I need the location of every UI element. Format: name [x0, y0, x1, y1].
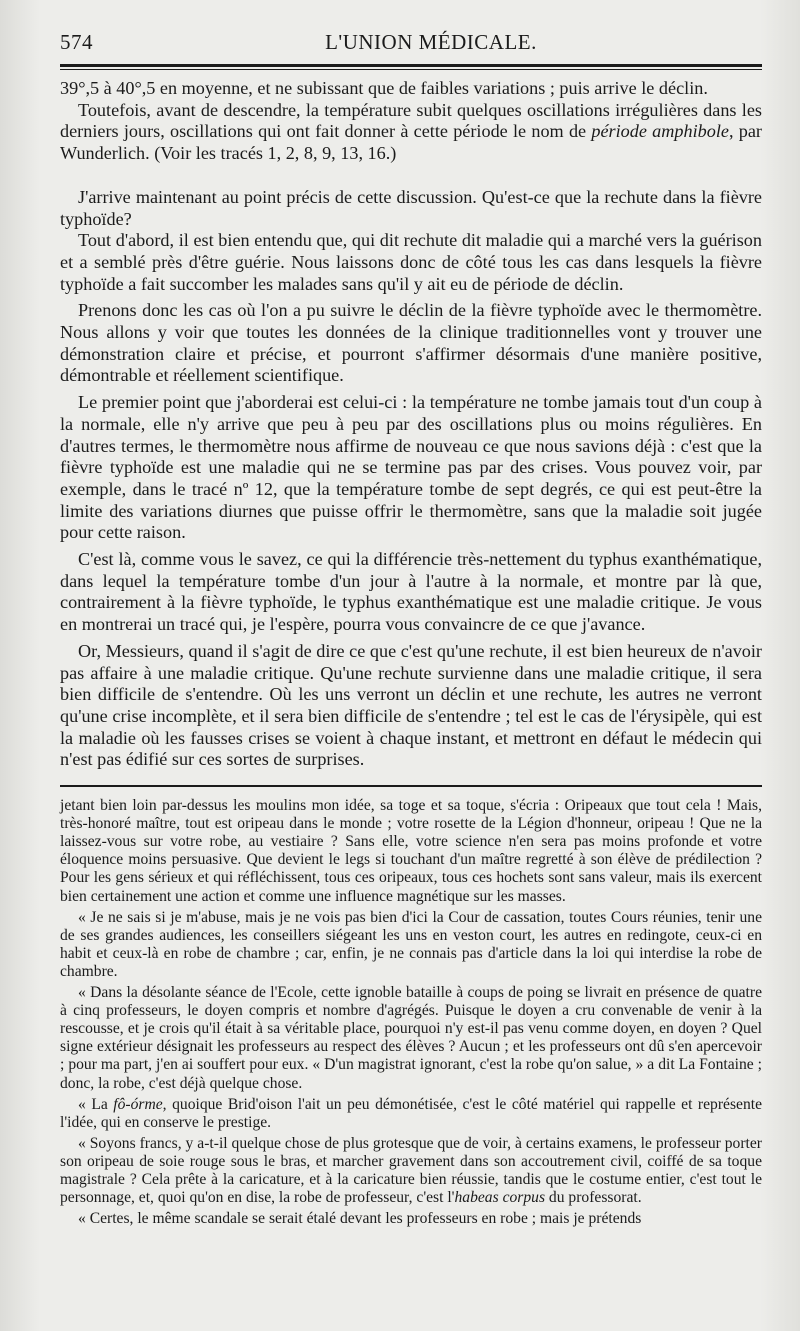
paragraph-text: Or, Messieurs, quand il s'agit de dire ce que c'est qu'une rechute, il est bien heureux de n'avoir pas affaire à une maladie critique. Qu'une rechute survienne dans une maladie critique, il sera bien difficile de s'entendre. Où les uns verront un déclin et une rechute, les autres ne verront qu'une crise incomplète, et il sera bien difficile de s'entendre ; tel est le cas de l'érysipèle, qui est la maladie où les fausses crises se voient à chaque instant, et mettront en défaut le médecin qui n'est pas édifié sur ces sortes de surprises.: [60, 640, 762, 770]
paragraph: [60, 984, 762, 1093]
paragraph-text: J'arrive maintenant au point précis de cette discussion. Qu'est-ce que la rechute dans la fièvre typhoïde?: [60, 186, 762, 229]
page-header: [60, 26, 762, 60]
main-text: [60, 78, 762, 771]
paragraph: [60, 549, 762, 636]
paragraph-text: 39°,5 à 40°,5 en moyenne, et ne subissant que de faibles variations ; puis arrive le déclin.: [60, 78, 708, 98]
feuilleton-text: [60, 797, 762, 1228]
header-rule: [60, 64, 762, 70]
paragraph-text: « Dans la désolante séance de l'Ecole, cette ignoble bataille à coups de poing se livrait en présence de quatre à cinq professeurs, le doyen compris et nombre d'agrégés. Puisque le doyen a cru convenable de venir à la rescousse, et je crois qu'il était à sa véritable place, pourquoi n'y est-il pas venu comme doyen, en doyen ? Quel signe extérieur désignait les professeurs au respect des élèves ? Aucun ; et les professeurs ont dû s'en apercevoir ; pour ma part, j'en ai souffert pour eux. « D'un magistrat ignorant, c'est la robe qu'on salue, » a dit La Fontaine ; donc, la robe, c'est déjà quelque chose.: [60, 984, 762, 1092]
paragraph-text: Prenons donc les cas où l'on a pu suivre le déclin de la fièvre typhoïde avec le thermomètre. Nous allons y voir que toutes les données de la clinique traditionnelles vont y trouver une démonstration claire et précise, et pourront s'affirmer désormais d'une manière positive, démontrable et réellement scientifique.: [60, 300, 762, 386]
paragraph-text: C'est là, comme vous le savez, ce qui la différencie très-nettement du typhus exanthématique, dans lequel la température tombe d'un jour à l'autre à la normale, et montre par là que, contrairement à la fièvre typhoïde, le typhus exanthématique est une maladie critique. Je vous en montrerai un tracé qui, je l'espère, pourra vous convaincre de ce que j'avance.: [60, 549, 762, 635]
paragraph-text: « La: [78, 1095, 114, 1113]
paragraph: [60, 641, 762, 771]
paragraph-text: jetant bien loin par-dessus les moulins mon idée, sa toge et sa toque, s'écria : Oripeaux que tout cela ! Mais, très-honoré maître, tout est oripeau dans le monde ; votre rosette de la Légion d'honneur, oripeau ! Que ne la laissez-vous sur votre robe, au vestiaire ? Sans elle, votre science n'en sera pas moins profonde et votre éloquence moins persuasive. Que devient le legs si touchant d'un maître regretté à son élève de prédilection ? Pour les gens sérieux et qui réfléchissent, tous ces oripeaux, tous ces hochets sont sans valeur, mais ils exercent bien certainement une action et comme une influence magnétique sur les masses.: [60, 797, 762, 905]
paragraph: [60, 187, 762, 230]
italic-term: période amphibole: [591, 121, 729, 142]
paragraph: [60, 300, 762, 387]
running-title: L'UNION MÉDICALE.: [325, 30, 537, 54]
paragraph: [60, 230, 762, 295]
paragraph: [60, 392, 762, 544]
paragraph-text: quoique Brid'oison l'ait un peu démonétisée, c'est le côté matériel qui rappelle et représente l'idée, qui en conserve le prestige.: [60, 1095, 762, 1131]
paragraph-text: Le premier point que j'aborderai est celui-ci : la température ne tombe jamais tout d'un coup à la normale, elle n'y arrive que peu à peu par des oscillations plus ou moins régulières. En d'autres termes, le thermomètre nous affirme de nouveau ce que nous savions déjà : c'est que la fièvre typhoïde est une maladie qui ne se termine pas par des crises. Vous pouvez voir, par exemple, dans le tracé nº 12, que la température tombe de sept degrés, ce qui est peut-être la limite des variations diurnes que puisse offrir le thermomètre, sans que la maladie soit jugée pour cette raison.: [60, 392, 762, 543]
paragraph-text: « Je ne sais si je m'abuse, mais je ne vois pas bien d'ici la Cour de cassation, toutes Cours réunies, tenir une de ses grandes audiences, les conseillers siégeant les uns en veston court, les autres en redingote, ceux-ci en habit et ceux-là en robe de chambre ; car, enfin, je ne connais pas d'article dans la loi qui interdise la robe de chambre.: [60, 908, 762, 980]
page-number: 574: [60, 30, 93, 54]
paragraph: [60, 909, 762, 981]
paragraph-text: Toutefois, avant de descendre, la température subit quelques oscillations irrégulières dans les derniers jours, oscillations qui ont fait donner à cette période le nom de: [60, 99, 762, 142]
paragraph: [60, 797, 762, 906]
paragraph-text: du professorat.: [545, 1189, 642, 1207]
italic-term: habeas corpus: [454, 1189, 546, 1207]
paragraph: [60, 100, 762, 165]
paragraph-text: « Soyons francs, y a-t-il quelque chose de plus grotesque que de voir, à certains examens, le professeur porter son oripeau de soie rouge sous le bras, et marcher gravement dans son accoutrement civil, coiffé de sa toque magistrale ? Cela prête à la caricature, et à la caricature bien réussie, tandis que le costume entier, c'est tout le personnage, et, quoi qu'on en dise, la robe de professeur, c'est l': [60, 1134, 762, 1207]
paragraph-text: , par Wunderlich. (Voir les tracés 1, 2, 8, 9, 13, 16.): [60, 121, 762, 164]
paragraph: [60, 1135, 762, 1207]
feuilleton-rule: [60, 785, 762, 787]
paragraph: [60, 1210, 762, 1228]
paragraph-text: Tout d'abord, il est bien entendu que, qui dit rechute dit maladie qui a marché vers la guérison et a semblé près d'être guérie. Nous laissons donc de côté tous les cas dans lesquels la fièvre typhoïde a fait succomber les malades sans qu'il y ait eu de période de déclin.: [60, 230, 762, 294]
italic-term: fô-órme,: [113, 1095, 167, 1113]
paragraph-text: « Certes, le même scandale se serait étalé devant les professeurs en robe ; mais je prétends: [78, 1210, 642, 1228]
paragraph: [60, 1096, 762, 1132]
paragraph: [60, 78, 762, 100]
